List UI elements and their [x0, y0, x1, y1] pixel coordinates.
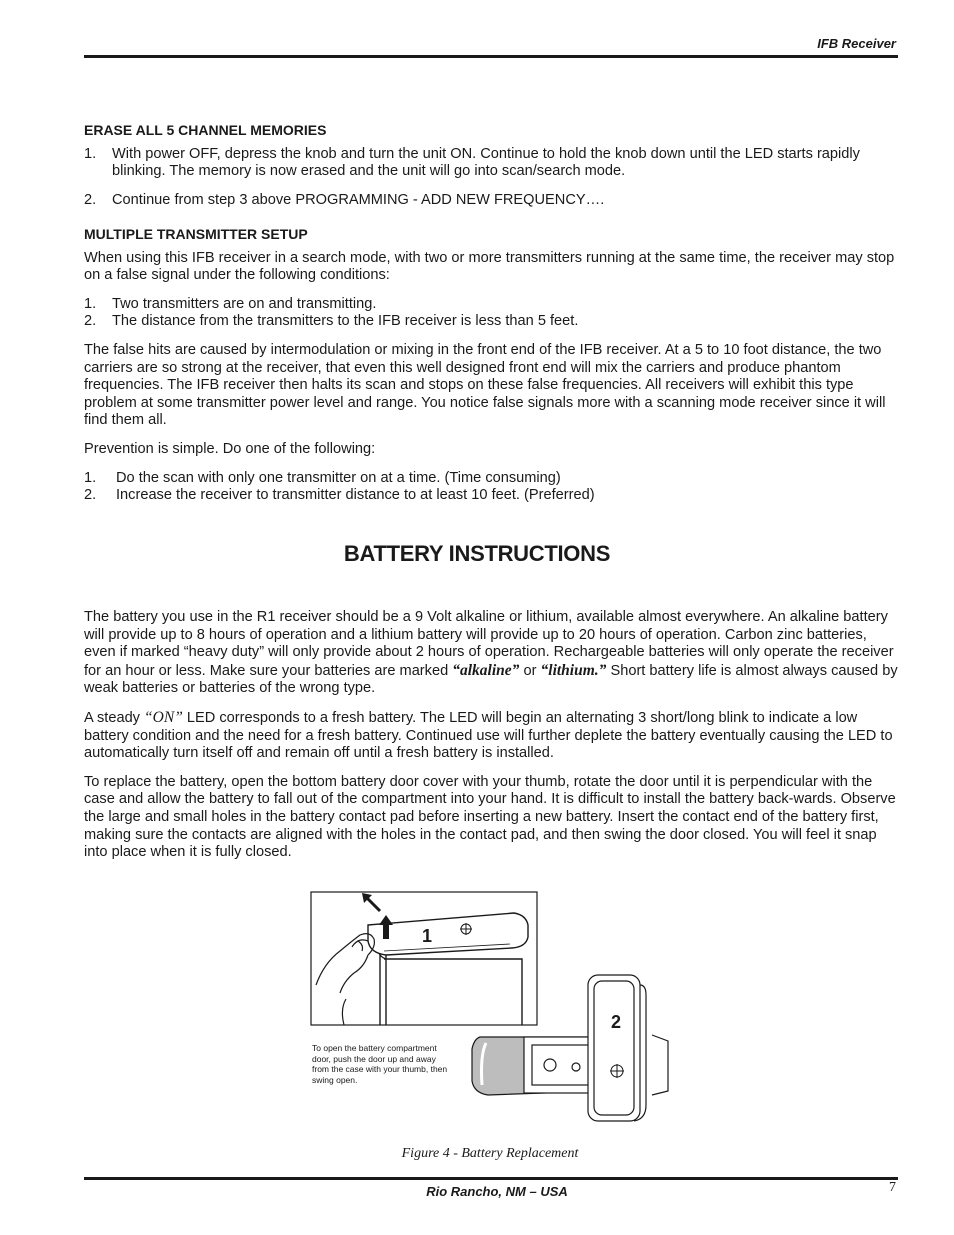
opened-case [472, 1037, 600, 1095]
item-text: Increase the receiver to transmitter distance to at least 10 feet. (Preferred) [116, 487, 595, 504]
footer-location: Rio Rancho, NM – USA [426, 1184, 568, 1199]
step-text: Continue from step 3 above PROGRAMMING - ADD NEW FREQUENCY…. [112, 191, 605, 208]
battery-paragraph-1 [84, 609, 898, 698]
multi-explanation: The false hits are caused by intermodulation or mixing in the front end of the IFB receiver. At a 5 to 10 foot distance, the two carriers are so strong at the receiver, that even this well designed front end will mix the carriers and produce phantom frequencies. The IFB receiver then halts its scan and stops on these false frequencies. All receivers will exhibit this type problem at some transmitter power level and range. You notice false signals more with a scanning mode receiver since it will find them all. [84, 341, 886, 429]
condition-item [84, 313, 898, 331]
alkaline-term: “alkaline” [452, 661, 520, 679]
footer-rule [84, 1177, 898, 1180]
battery-p1-text: The battery you use in the R1 receiver should be a 9 Volt alkaline or lithium, available almost everywhere. An alkaline battery will provide up to 8 hours of operation and a lithium battery will provide up to 20 hours of operation. Carbon zinc batteries, even if marked “heavy duty” will only provide about 2 hours of operation. Rechargeable batteries will only operate the receiver for an hour or less. Make sure your batteries are marked [84, 609, 894, 679]
page-number: 7 [889, 1180, 896, 1195]
battery-p2-text: A steady [84, 709, 145, 726]
prevention-text: Prevention is simple. Do one of the following: [84, 440, 376, 457]
battery-p2-end: LED corresponds to a fresh battery. The LED will begin an alternating 3 short/long blink to indicate a low battery condition and the need for a fresh battery. Continued use will further deplete the battery eventually causing the LED to automatically turn itself off and remain off until a fresh battery is installed. [84, 709, 893, 762]
battery-section [84, 609, 898, 862]
receiver-case [380, 955, 522, 1025]
lithium-term: “lithium.” [540, 661, 607, 679]
item-number: 2. [84, 487, 97, 504]
step-text: With power OFF, depress the knob and turn the unit ON. Continue to hold the knob down until the LED starts rapidly blinking. The memory is now erased and the unit will go into scan/search mode. [112, 145, 860, 180]
multi-transmitter-section [84, 226, 898, 505]
step-number: 1. [84, 145, 97, 162]
hand-sketch [316, 934, 374, 1025]
remedy-item [84, 487, 898, 505]
on-term: “ON” [144, 708, 183, 726]
battery-door [368, 913, 528, 955]
battery-replacement-figure [300, 885, 680, 1130]
figure-caption: Figure 4 - Battery Replacement [401, 1146, 579, 1161]
item-number: 2. [84, 313, 97, 330]
multi-heading: MULTIPLE TRANSMITTER SETUP [84, 226, 308, 242]
header-rule [84, 55, 898, 58]
battery-paragraph-2 [84, 709, 898, 763]
item-number: 1. [84, 295, 97, 312]
running-header: IFB Receiver [817, 36, 896, 51]
item-text: Two transmitters are on and transmitting. [112, 295, 377, 312]
erase-section [84, 122, 898, 209]
item-text: The distance from the transmitters to the IFB receiver is less than 5 feet. [112, 313, 579, 330]
or-text: or [519, 662, 541, 679]
condition-item [84, 296, 898, 314]
item-number: 1. [84, 469, 97, 486]
remedy-item [84, 470, 898, 488]
swung-door [588, 975, 668, 1121]
item-text: Do the scan with only one transmitter on at a time. (Time consuming) [116, 469, 561, 486]
erase-step [84, 192, 898, 210]
battery-paragraph-3: To replace the battery, open the bottom battery door cover with your thumb, rotate the door until it is perpendicular with the case and allow the battery to fall out of the compartment into your hand. It is difficult to install the battery back-wards. Observe the large and small holes in the battery contact pad before inserting a new battery. Insert the contact end of the battery first, making sure the contacts are aligned with the holes in the contact pad, and then swing the door closed. You will feel it snap into place when it is fully closed. [84, 773, 896, 861]
erase-step [84, 146, 898, 181]
multi-intro: When using this IFB receiver in a search mode, with two or more transmitters running at the same time, the receiver may stop on a false signal under the following conditions: [84, 249, 895, 284]
figure-note: To open the battery compartment door, push the door up and away from the case with your thumb, then swing open. [312, 1043, 448, 1085]
battery-p1-end: Short battery life is almost always caused by weak batteries or batteries of the wrong type. [84, 662, 898, 697]
step-number: 2. [84, 191, 97, 208]
step-1-label: 1 [422, 926, 433, 946]
battery-heading: BATTERY INSTRUCTIONS [343, 541, 611, 566]
step-2-label: 2 [611, 1012, 622, 1032]
erase-heading: ERASE ALL 5 CHANNEL MEMORIES [84, 122, 327, 138]
